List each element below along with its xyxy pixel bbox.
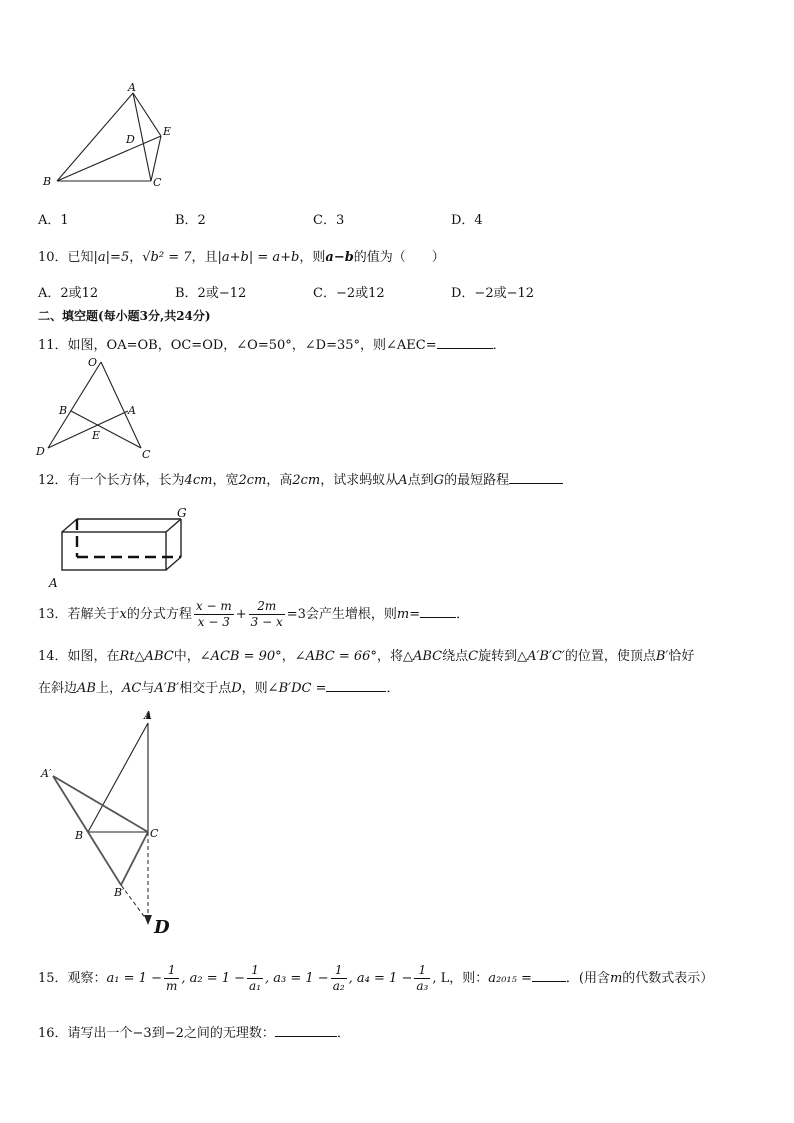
q13-p3: =	[409, 607, 421, 622]
q9-option-a: A．1	[38, 213, 69, 228]
q13-f1-num: x − m	[195, 599, 232, 613]
question-12	[38, 469, 563, 488]
q15-frac-1-num: 1	[164, 963, 179, 979]
fig-q11-label-a: A	[128, 404, 136, 417]
q9-option-b: B．2	[175, 213, 206, 228]
q10-sep1: ，	[129, 250, 143, 265]
q14-point-d: D	[231, 681, 242, 696]
q10-option-a: A．2或12	[38, 286, 99, 301]
fig-q9-label-c: C	[153, 176, 162, 189]
fig-q12-label-g: G	[177, 506, 187, 520]
q14-l1h: 恰好	[668, 649, 695, 664]
q14-ac: AC	[121, 681, 142, 696]
question-11	[38, 334, 506, 353]
q14-triangle-2: △ABC	[402, 649, 443, 664]
q14-angle-b1dc: ∠B′DC =	[267, 681, 327, 696]
q10-sep2: ，且	[191, 250, 218, 265]
fig-q14-label-b1: B′	[114, 886, 125, 899]
figure-q9	[40, 81, 180, 195]
question-16	[38, 1022, 350, 1041]
q15-frac-4-den: a₃	[416, 979, 429, 993]
section-2-title: 二、填空题(每小题3分,共24分)	[38, 309, 211, 323]
question-14-line-1	[38, 645, 694, 664]
fig-q12-label-a: A	[49, 576, 58, 590]
q9-option-d: D．4	[451, 213, 483, 228]
fig-q11-label-c: C	[142, 448, 151, 461]
fig-q9-label-a: A	[128, 81, 136, 94]
q13-f1-den: x − 3	[197, 615, 230, 629]
q15-ellipsis: , L	[432, 971, 450, 986]
q16-end: ．	[336, 1026, 350, 1041]
q14-l2d: 相交于点	[179, 681, 232, 696]
q15-frac-4-num: 1	[414, 963, 430, 979]
q12-point-g: G	[433, 473, 445, 488]
figure-q12	[45, 505, 195, 590]
q15-a3: , a₃ = 1 −	[265, 971, 329, 986]
q12-p4: ，试求蚂蚁从	[320, 473, 399, 488]
fig-q11-label-d: D	[36, 445, 45, 458]
q14-l1c: ，	[281, 649, 295, 664]
q12-p1: 12．有一个长方体，长为	[38, 473, 185, 488]
q11-end: ．	[492, 338, 506, 353]
q10-option-d: D．−2或−12	[451, 286, 535, 301]
q13-eq: =3会产生增根，则	[286, 607, 397, 622]
q14-ab: AB	[77, 681, 96, 696]
fig-q11-label-e: E	[92, 429, 101, 442]
q12-p3: ，高	[266, 473, 293, 488]
q15-frac-2	[247, 963, 263, 994]
fig-q14-label-d: D	[154, 917, 170, 938]
question-13	[38, 598, 469, 632]
question-15	[38, 962, 713, 996]
fig-q9-label-b: B	[43, 175, 52, 188]
q15-frac-2-num: 1	[247, 963, 263, 979]
fig-q14-label-a: A	[144, 709, 152, 722]
q14-l1f: 旋转到	[478, 649, 518, 664]
q14-point-b1: B′	[655, 649, 669, 664]
q15-p4: 的代数式表示）	[622, 971, 714, 986]
q9-option-c: C．3	[313, 213, 345, 228]
fig-q14-label-a1: A′	[41, 767, 52, 780]
q15-sequence-summary	[0, 0, 1, 1]
q12-point-a: A	[398, 473, 408, 488]
fig-q14-label-c: C	[150, 827, 159, 840]
q14-l2b: 上，	[95, 681, 122, 696]
fig-q9-label-d: D	[126, 133, 135, 146]
q16-text: 16．请写出一个−3到−2之间的无理数：	[38, 1026, 275, 1041]
fig-q11-label-o: O	[88, 356, 98, 369]
q13-p2: 的分式方程	[126, 607, 192, 622]
question-10	[38, 246, 445, 265]
q10-sep3: ，则	[299, 250, 326, 265]
q13-fraction-2	[249, 599, 285, 630]
q12-height: 2cm	[292, 473, 321, 488]
q14-end: ．	[386, 681, 400, 696]
q15-p1: 15．观察：	[38, 971, 107, 986]
q14-triangle-3: △A′B′C′	[517, 649, 565, 664]
figure-q11	[32, 352, 162, 462]
q15-frac-3	[331, 963, 347, 994]
q15-m: m	[609, 971, 623, 986]
q14-l2a: 在斜边	[38, 681, 78, 696]
q15-frac-3-num: 1	[331, 963, 347, 979]
q13-fraction-1	[194, 599, 234, 630]
q15-a2: , a₂ = 1 −	[181, 971, 246, 986]
q10-option-b: B．2或−12	[175, 286, 247, 301]
q15-frac-1	[164, 963, 179, 994]
q12-p5: 点到	[407, 473, 434, 488]
q13-f2-num: 2m	[249, 599, 285, 615]
q12-p2: ，宽	[212, 473, 239, 488]
q11-answer-blank	[437, 336, 493, 349]
q14-l1e: 绕点	[442, 649, 469, 664]
q14-point-c: C	[468, 649, 479, 664]
q10-suffix: 的值为（ ）	[353, 250, 445, 265]
q14-l1a: 14．如图，在	[38, 649, 120, 664]
q14-answer-blank	[326, 679, 386, 692]
q15-frac-1-den: m	[165, 979, 178, 993]
q12-answer-blank	[509, 471, 563, 484]
q13-plus: +	[235, 607, 247, 622]
q14-angle-acb: ∠ACB = 90°	[199, 649, 282, 664]
q13-var-x: x	[119, 607, 127, 622]
fig-q9-label-e: E	[163, 125, 172, 138]
q14-triangle: Rt△ABC	[119, 649, 174, 664]
q10-sqrt-b2: √b² = 7	[142, 250, 192, 265]
q15-frac-3-den: a₂	[332, 979, 345, 993]
question-14-line-2	[38, 677, 399, 696]
fig-q14-label-b: B	[75, 829, 84, 842]
q12-p6: 的最短路程	[444, 473, 510, 488]
q10-condition: |a+b| = a+b	[217, 250, 300, 265]
q15-answer-blank	[532, 969, 566, 982]
q10-abs-a: |a|=5	[93, 250, 130, 265]
q15-p2: ，则：	[449, 971, 489, 986]
q13-end: ．	[456, 607, 470, 622]
q14-l1b: 中，	[173, 649, 200, 664]
q13-var-m: m	[396, 607, 410, 622]
q10-expression: a−b	[325, 250, 354, 265]
q14-l2c: 与	[141, 681, 155, 696]
q13-p1: 13．若解关于	[38, 607, 120, 622]
fig-q11-label-b: B	[59, 404, 68, 417]
q13-answer-blank	[420, 605, 456, 618]
q15-a4: , a₄ = 1 −	[348, 971, 413, 986]
q14-angle-abc: ∠ABC = 66°	[294, 649, 377, 664]
q15-frac-4	[414, 963, 430, 994]
q15-frac-2-den: a₁	[249, 979, 262, 993]
q12-length: 4cm	[184, 473, 213, 488]
q13-f2-den: 3 − x	[250, 615, 283, 629]
q14-a1b1: A′B′	[154, 681, 180, 696]
q16-answer-blank	[275, 1024, 337, 1037]
q11-text: 11．如图，OA=OB，OC=OD，∠O=50°，∠D=35°，则∠AEC=	[38, 338, 437, 353]
q15-p3: ．(用含	[565, 971, 610, 986]
q12-width: 2cm	[238, 473, 267, 488]
q15-target: a₂₀₁₅ =	[488, 971, 532, 986]
q14-l2e: ，则	[241, 681, 268, 696]
figure-q14	[35, 705, 185, 945]
q14-l1g: 的位置，使顶点	[564, 649, 656, 664]
q10-option-c: C．−2或12	[313, 286, 385, 301]
q10-prefix: 10．已知	[38, 250, 94, 265]
q14-l1d: ，将	[376, 649, 403, 664]
q15-a1: a₁ = 1 −	[106, 971, 162, 986]
